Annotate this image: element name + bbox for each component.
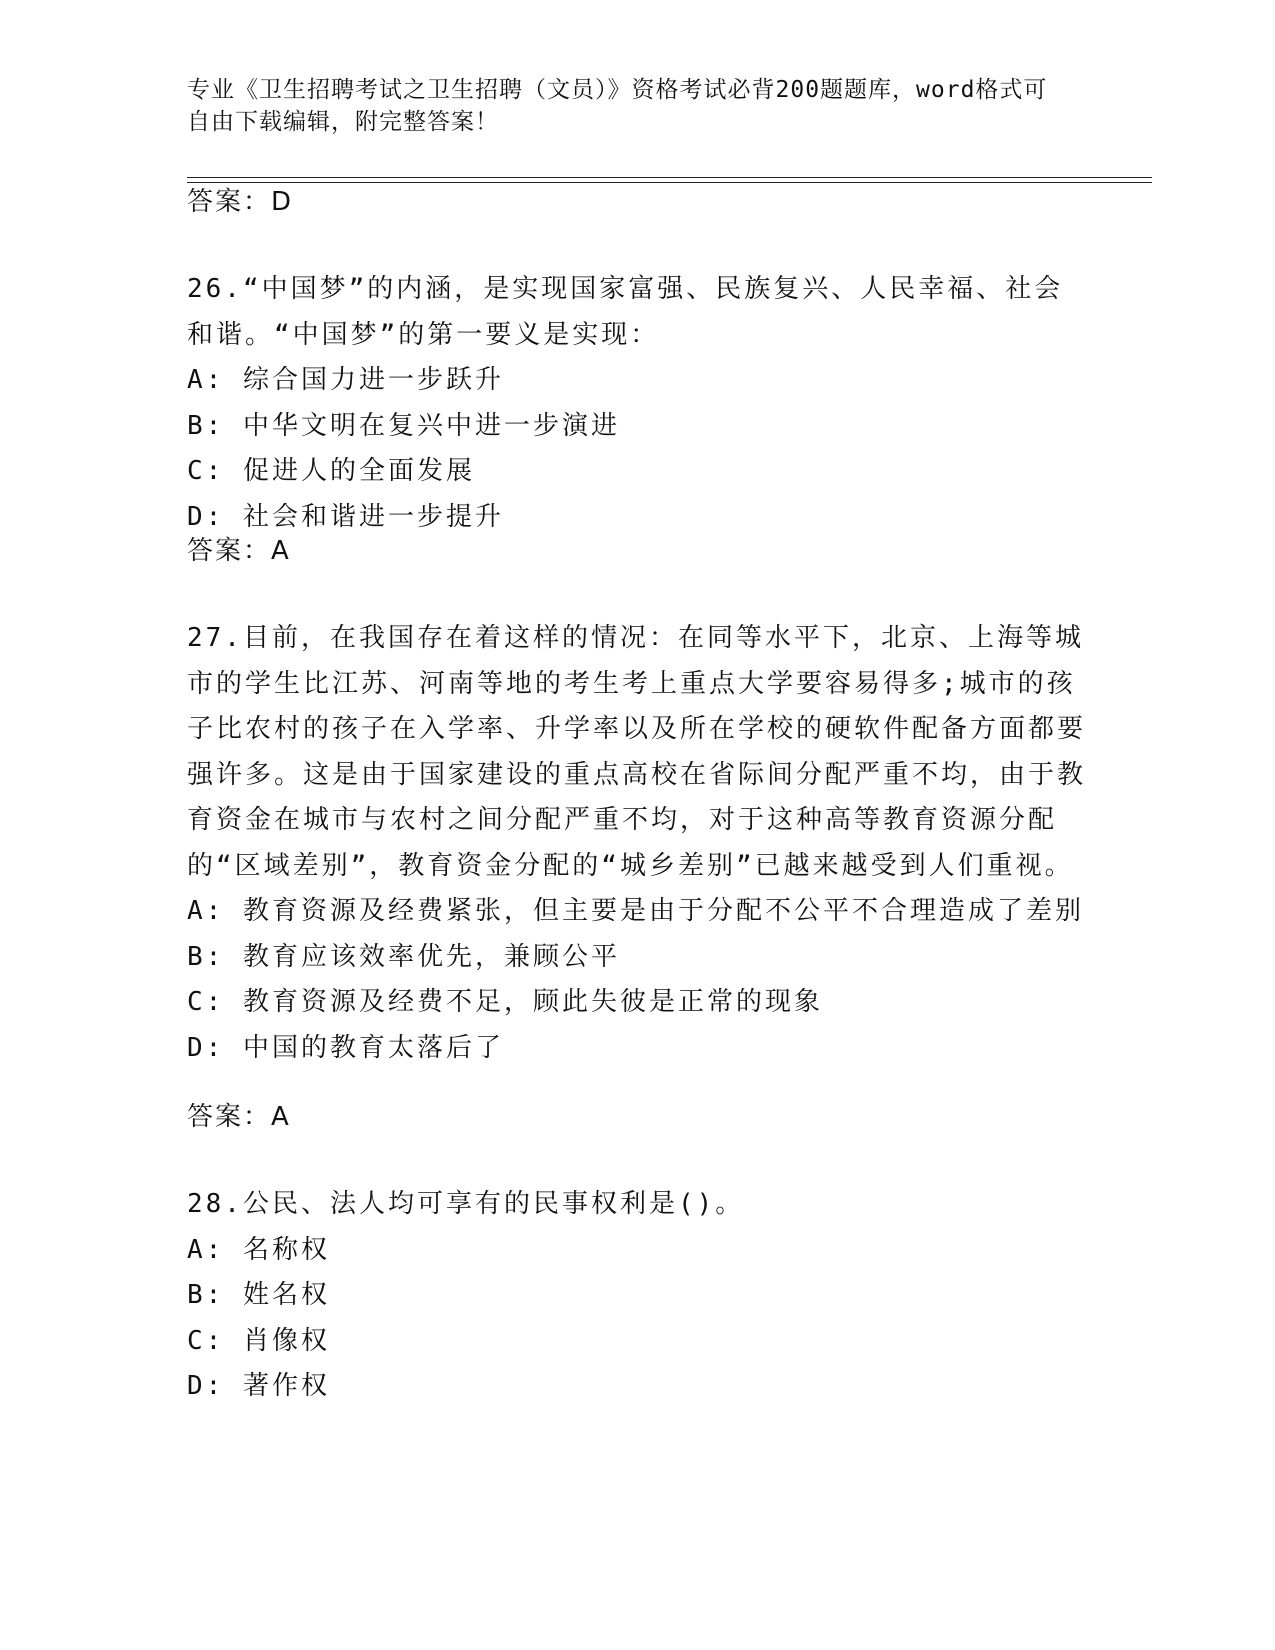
option-a: A: 名称权 <box>187 1234 330 1265</box>
question-27 <box>187 616 1087 1071</box>
answer-27: 答案：A <box>187 1102 291 1132</box>
question-26 <box>187 267 1087 540</box>
header-rule-bottom <box>187 182 1152 183</box>
question-stem: 27.目前，在我国存在着这样的情况：在同等水平下，北京、上海等城市的学生比江苏、河南等地的考生考上重点大学要容易得多;城市的孩子比农村的孩子在入学率、升学率以及所在学校的硬软件配备方面都要强许多。这是由于国家建设的重点高校在省际间分配严重不均，由于教育资金在城市与农村之间分配严重不均，对于这种高等教育资源分配的“区域差别”，教育资金分配的“城乡差别”已越来越受到人们重视。 <box>187 623 1087 881</box>
option-c: C: 肖像权 <box>187 1325 330 1356</box>
question-stem: 26.“中国梦”的内涵，是实现国家富强、民族复兴、人民幸福、社会和谐。“中国梦”的第一要义是实现： <box>187 274 1064 350</box>
option-b: B: 中华文明在复兴中进一步演进 <box>187 410 620 441</box>
option-d: D: 著作权 <box>187 1371 330 1401</box>
option-d: D: 中国的教育太落后了 <box>187 1032 504 1063</box>
header-rule-top <box>187 177 1152 178</box>
option-c: C: 教育资源及经费不足，顾此失彼是正常的现象 <box>187 987 823 1017</box>
option-d: D: 社会和谐进一步提升 <box>187 501 504 532</box>
document-header: 专业《卫生招聘考试之卫生招聘（文员）》资格考试必背200题题库，word格式可自由下载编辑，附完整答案！ <box>187 77 1048 135</box>
option-b: B: 姓名权 <box>187 1280 330 1310</box>
option-a: A: 教育资源及经费紧张，但主要是由于分配不公平不合理造成了差别 <box>187 896 1084 926</box>
question-28 <box>187 1182 1087 1410</box>
option-c: C: 促进人的全面发展 <box>187 456 475 486</box>
answer-prev: 答案：D <box>187 187 294 217</box>
option-a: A: 综合国力进一步跃升 <box>187 365 504 395</box>
question-stem: 28.公民、法人均可享有的民事权利是()。 <box>187 1189 745 1219</box>
answer-26: 答案：A <box>187 536 291 566</box>
option-b: B: 教育应该效率优先，兼顾公平 <box>187 941 620 972</box>
